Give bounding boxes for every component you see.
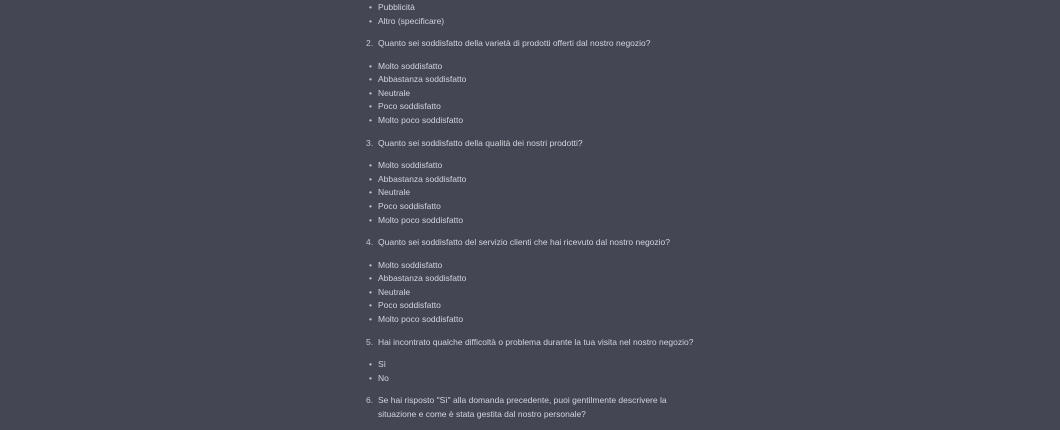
bullet-icon: •	[369, 187, 372, 198]
list-item: • Molto poco soddisfatto	[366, 214, 696, 228]
question-number: 3.	[366, 137, 374, 148]
list-item: • Molto poco soddisfatto	[366, 313, 696, 327]
bullet-icon: •	[369, 286, 372, 297]
question-number: 2.	[366, 38, 374, 49]
question-number: 4.	[366, 237, 374, 248]
question-6	[366, 394, 696, 421]
question-number: 5.	[366, 336, 374, 347]
list-item: • Molto poco soddisfatto	[366, 114, 696, 128]
list-item: • Abbastanza soddisfatto	[366, 173, 696, 187]
list-item: • Altro (specificare)	[366, 15, 696, 29]
options-list	[366, 358, 696, 385]
options-list	[366, 159, 696, 227]
options-list	[366, 60, 696, 128]
list-item: • No	[366, 372, 696, 386]
options-list	[366, 259, 696, 327]
bullet-icon: •	[369, 173, 372, 184]
bullet-icon: •	[369, 273, 372, 284]
bullet-icon: •	[369, 2, 372, 12]
bullet-icon: •	[369, 372, 372, 383]
list-item: • Molto soddisfatto	[366, 159, 696, 173]
list-item: • Molto soddisfatto	[366, 259, 696, 273]
bullet-icon: •	[369, 214, 372, 225]
question-text: Hai incontrato qualche difficoltà o problema durante la tua visita nel nostro negozio?	[378, 336, 694, 347]
bullet-icon: •	[369, 160, 372, 171]
bullet-icon: •	[369, 359, 372, 370]
list-item: • Molto soddisfatto	[366, 60, 696, 74]
question-2	[366, 37, 696, 51]
question-text: Se hai risposto "Sì" alla domanda precedente, puoi gentilmente descrivere la situazione e come è stata gestita dal nostro personale?	[378, 395, 667, 419]
list-item: • Abbastanza soddisfatto	[366, 73, 696, 87]
bullet-icon: •	[369, 15, 372, 26]
list-item: • Neutrale	[366, 87, 696, 101]
bullet-icon: •	[369, 115, 372, 126]
question-5	[366, 336, 696, 350]
chat-response-content	[366, 0, 696, 430]
bullet-icon: •	[369, 259, 372, 270]
bullet-icon: •	[369, 300, 372, 311]
list-item: • Sì	[366, 358, 696, 372]
bullet-icon: •	[369, 74, 372, 85]
options-list	[366, 1, 696, 28]
question-text: Quanto sei soddisfatto del servizio clienti che hai ricevuto dal nostro negozio?	[378, 237, 671, 248]
bullet-icon: •	[369, 101, 372, 112]
list-item: • Abbastanza soddisfatto	[366, 272, 696, 286]
bullet-icon: •	[369, 60, 372, 71]
list-item: • Neutrale	[366, 186, 696, 200]
bullet-icon: •	[369, 200, 372, 211]
question-text: Quanto sei soddisfatto della varietà di prodotti offerti dal nostro negozio?	[378, 38, 651, 49]
question-number: 6.	[366, 395, 374, 406]
list-item: • Poco soddisfatto	[366, 200, 696, 214]
list-item: • Neutrale	[366, 286, 696, 300]
list-item: • Poco soddisfatto	[366, 299, 696, 313]
question-3	[366, 137, 696, 151]
list-item: • Poco soddisfatto	[366, 100, 696, 114]
bullet-icon: •	[369, 314, 372, 324]
question-4	[366, 236, 696, 250]
list-item: • Pubblicità	[366, 1, 696, 15]
question-text: Quanto sei soddisfatto della qualità dei nostri prodotti?	[378, 137, 583, 148]
bullet-icon: •	[369, 87, 372, 98]
